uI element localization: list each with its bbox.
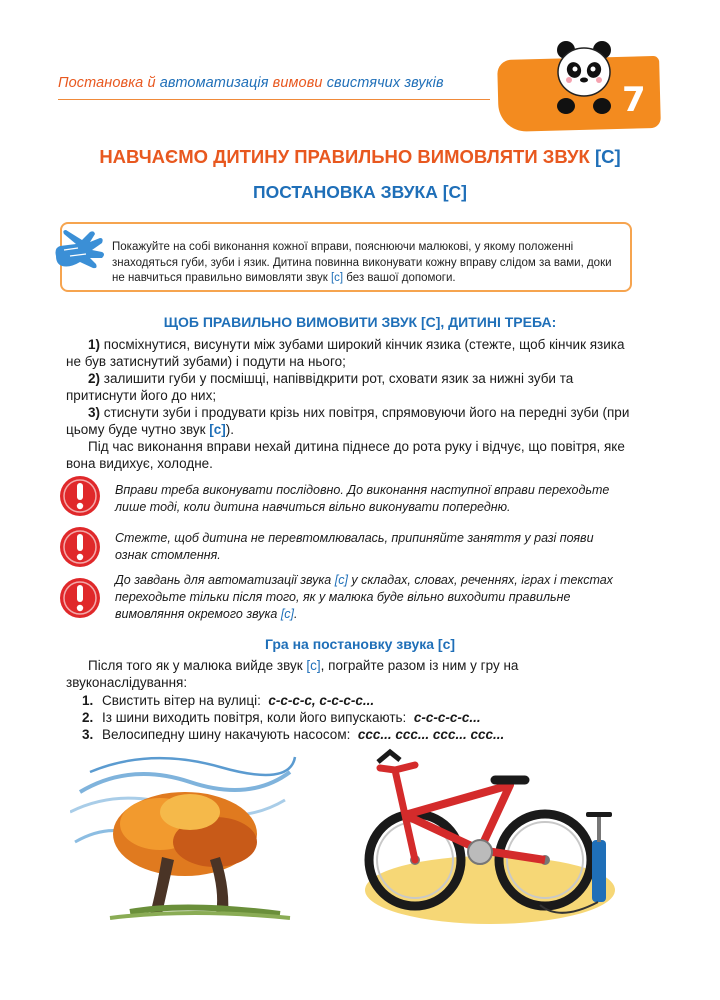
step-3-text-a: стиснути зуби і продувати крізь них повітря, спрямовуючи його на передні зуби (при цьому буде чутно звук bbox=[66, 405, 630, 437]
step-3-num: 3) bbox=[88, 405, 101, 420]
warning-3-text bbox=[115, 572, 627, 623]
list-item-num: 1. bbox=[82, 693, 94, 708]
bicycle-pump-illustration bbox=[360, 740, 630, 930]
main-title-sound: [С] bbox=[594, 146, 621, 167]
warning-1-text: Вправи треба виконувати послідовно. До виконання наступної вправи переходьте лише тоді, коли дитина навчиться вільно виконувати попередню. bbox=[115, 483, 610, 514]
step-3-text-b: ). bbox=[225, 422, 234, 437]
step-2 bbox=[66, 370, 632, 404]
list-item bbox=[82, 692, 622, 709]
warning-3-text-c: . bbox=[294, 607, 298, 621]
warning-3-sound: [с] bbox=[334, 573, 348, 587]
header-part-1: Постановка й bbox=[58, 75, 160, 91]
tip-text-2: без вашої допомоги. bbox=[343, 272, 456, 284]
step-2-num: 2) bbox=[88, 371, 101, 386]
list-item-text: Свистить вітер на вулиці: bbox=[102, 693, 261, 708]
step-1-text: посміхнутися, висунути між зубами широкий кінчик язика (стежте, щоб кінчик язика не був затиснутий зубами) і подути на нього; bbox=[66, 337, 625, 369]
game-title: Гра на постановку звука [с] bbox=[264, 636, 456, 652]
running-header bbox=[58, 75, 444, 91]
page-number: 7 bbox=[622, 80, 646, 120]
step-1 bbox=[66, 336, 632, 370]
header-part-4: свистячих звуків bbox=[326, 75, 444, 91]
windy-tree-illustration bbox=[70, 752, 300, 922]
main-title bbox=[0, 146, 720, 168]
sub-title-text: ПОСТАНОВКА ЗВУКА bbox=[253, 182, 443, 202]
step-1-num: 1) bbox=[88, 337, 101, 352]
warning-icon bbox=[58, 474, 102, 518]
list-item-text: Із шини виходить повітря, коли його випускають: bbox=[102, 710, 407, 725]
main-title-text: НАВЧАЄМО ДИТИНУ ПРАВИЛЬНО ВИМОВЛЯТИ ЗВУК bbox=[99, 146, 595, 167]
warning-3-text-b: у складах, словах, реченнях, іграх і текстах переходьте тільки після того, як у малюка буде вільно виходити правильне вимовляння окремого звука bbox=[115, 573, 613, 621]
section-heading: ЩОБ ПРАВИЛЬНО ВИМОВИТИ ЗВУК [С], ДИТИНІ ТРЕБА: bbox=[163, 314, 557, 330]
warning-2-text: Стежте, щоб дитина не перевтомлювалась, припиняйте заняття у разі появи ознак стомлення. bbox=[115, 531, 594, 562]
warning-icon bbox=[58, 576, 102, 620]
sub-title bbox=[0, 182, 720, 203]
list-item-num: 3. bbox=[82, 727, 94, 742]
panda-icon bbox=[552, 38, 616, 118]
warning-icon bbox=[58, 525, 102, 569]
tip-text-1: Покажуйте на собі виконання кожної вправи, пояснюючи малюкові, у якому положенні знаходяться губи, зуби і язик. Дитина повинна виконувати кожну вправу слідом за вами, доки не навчиться правильно вимовляти звук bbox=[112, 241, 612, 284]
list-item-sound: ссс... ссс... ссс... ссс... bbox=[357, 727, 505, 742]
header-part-3: вимови bbox=[268, 75, 327, 91]
after-steps-paragraph: Під час виконання вправи нехай дитина піднесе до рота руку і відчує, що повітря, яке вона видихує, холодне. bbox=[66, 439, 625, 471]
warning-3-text-a: До завдань для автоматизації звука bbox=[115, 573, 335, 587]
sub-title-sound: [С] bbox=[442, 182, 467, 202]
list-item bbox=[82, 709, 622, 726]
game-intro-b: , пограйте разом із ним у гру на звуконаслідування: bbox=[66, 658, 519, 690]
step-3 bbox=[66, 404, 632, 438]
list-item-text: Велосипедну шину накачують насосом: bbox=[102, 727, 351, 742]
step-3-sound: [с] bbox=[209, 422, 226, 437]
header-divider bbox=[58, 99, 490, 100]
list-item-sound: с-с-с-с, с-с-с-с... bbox=[268, 693, 375, 708]
header-part-2: автоматизація bbox=[159, 75, 269, 91]
hand-icon bbox=[50, 226, 108, 280]
game-intro-sound: [с] bbox=[306, 658, 321, 673]
game-intro-a: Після того як у малюка вийде звук bbox=[88, 658, 307, 673]
game-intro bbox=[66, 657, 632, 691]
list-item-sound: с-с-с-с-с... bbox=[413, 710, 481, 725]
warning-3-sound-2: [с] bbox=[280, 607, 295, 621]
tip-text bbox=[112, 240, 624, 287]
tip-sound: [с] bbox=[330, 272, 344, 284]
list-item-num: 2. bbox=[82, 710, 94, 725]
step-2-text: залишити губи у посмішці, напіввідкрити рот, сховати язик за нижні зуби та притиснути його до них; bbox=[66, 371, 574, 403]
